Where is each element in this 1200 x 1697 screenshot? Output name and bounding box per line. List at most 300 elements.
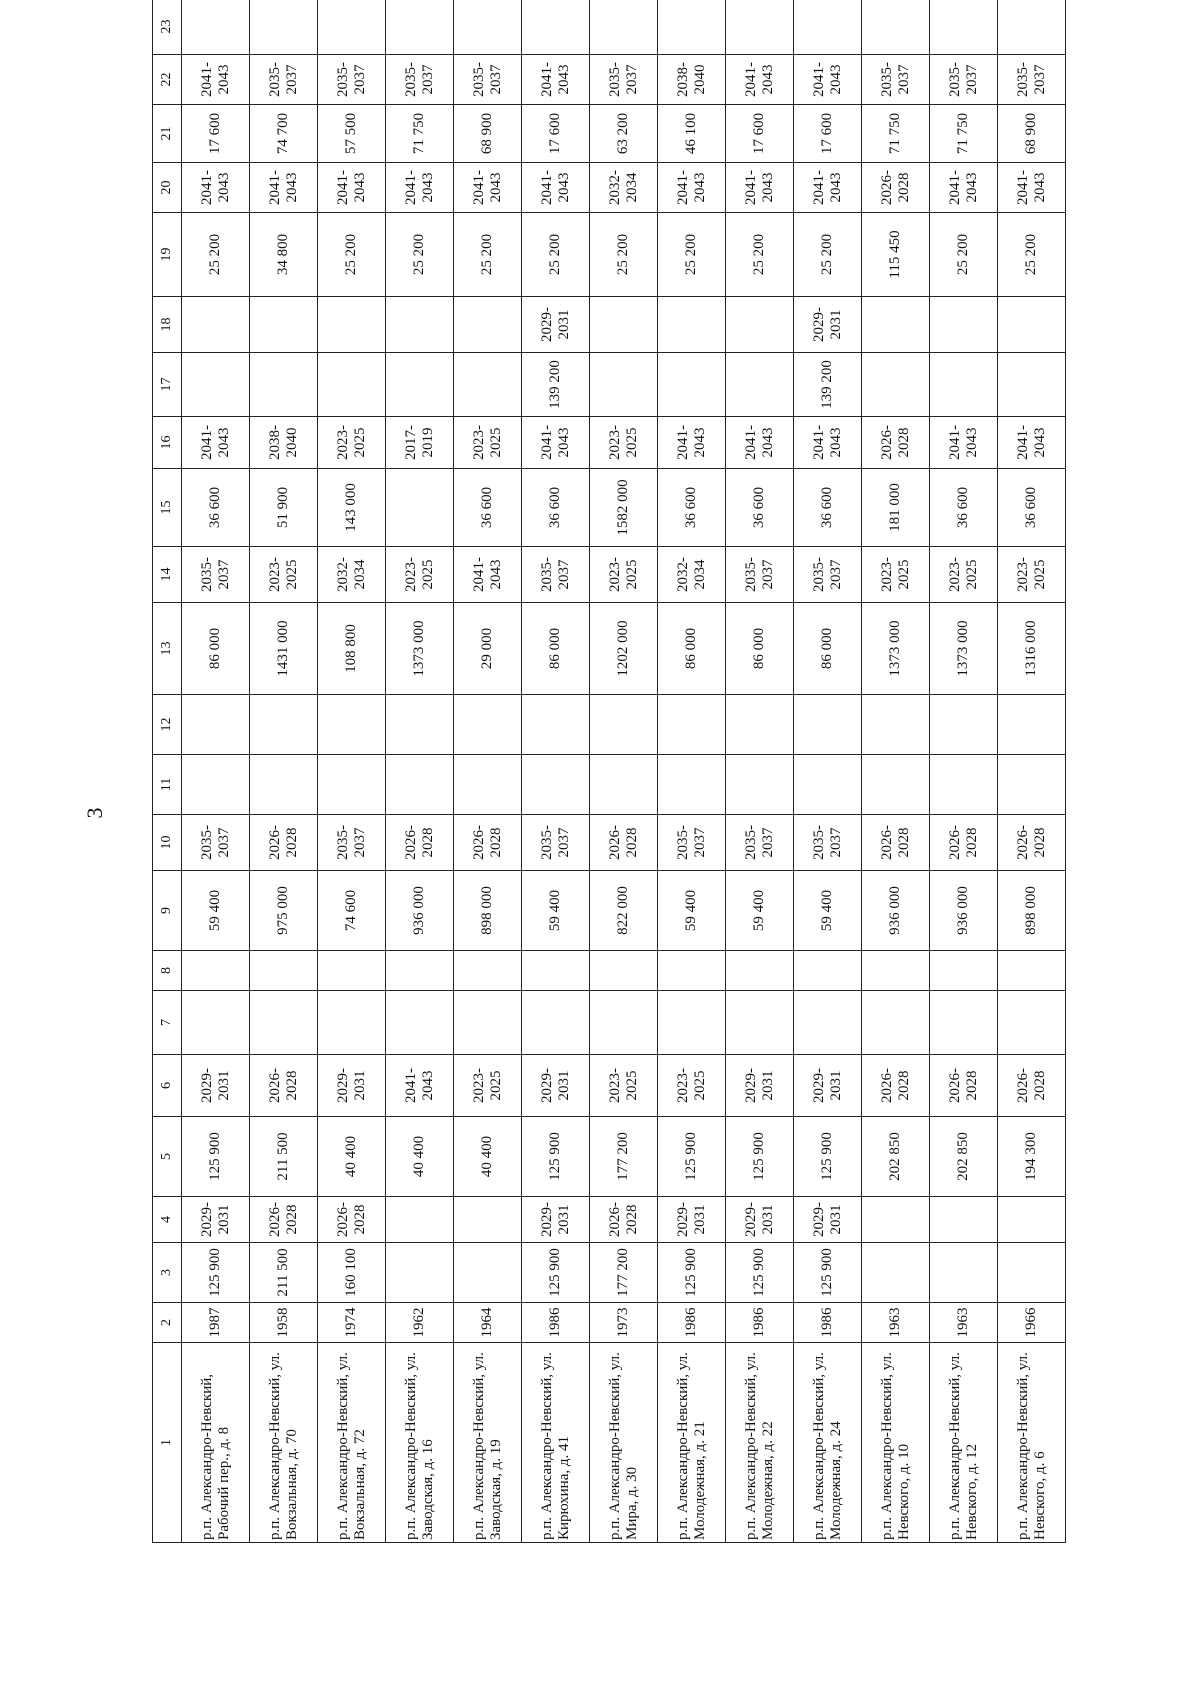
table-cell: 68 900	[454, 105, 522, 163]
table-cell: 2041-2043	[522, 55, 590, 105]
table-cell: 125 900	[726, 1243, 794, 1303]
table-cell: 2026-2028	[998, 815, 1066, 871]
table-cell: 2023-2025	[454, 417, 522, 469]
table-cell	[182, 0, 250, 55]
table-cell: 2035-2037	[726, 815, 794, 871]
table-cell	[386, 991, 454, 1055]
table-cell: 936 000	[862, 871, 930, 951]
table-cell	[862, 1197, 930, 1243]
table-cell: 2035-2037	[590, 55, 658, 105]
column-header: 7	[153, 991, 182, 1055]
table-cell	[862, 951, 930, 991]
table-cell: 59 400	[794, 871, 862, 951]
table-cell: 2041-2043	[998, 163, 1066, 213]
table-cell: 86 000	[522, 603, 590, 695]
table-cell: 2026-2028	[590, 815, 658, 871]
table-cell: 1431 000	[250, 603, 318, 695]
table-cell: 25 200	[726, 213, 794, 297]
table-cell	[726, 353, 794, 417]
table-cell: 2035-2037	[862, 55, 930, 105]
table-cell: 139 200	[794, 353, 862, 417]
table-cell: 936 000	[930, 871, 998, 951]
table-cell	[182, 951, 250, 991]
table-cell: 1958	[250, 1303, 318, 1343]
table-cell	[454, 755, 522, 815]
table-cell: 202 850	[930, 1117, 998, 1197]
table-cell: 115 450	[862, 213, 930, 297]
table-cell: 125 900	[522, 1117, 590, 1197]
table-cell: 17 600	[794, 105, 862, 163]
table-cell: 2041-2043	[930, 163, 998, 213]
table-cell: 2035-2037	[318, 55, 386, 105]
table-cell	[862, 0, 930, 55]
table-cell: 2023-2025	[250, 547, 318, 603]
table-cell: 74 600	[318, 871, 386, 951]
table-cell	[726, 297, 794, 353]
table-cell	[998, 353, 1066, 417]
table-cell	[794, 991, 862, 1055]
table-cell: 2041-2043	[794, 163, 862, 213]
table-cell: 2041-2043	[454, 547, 522, 603]
table-cell: 177 200	[590, 1117, 658, 1197]
table-cell	[386, 469, 454, 547]
column-header: 18	[153, 297, 182, 353]
table-cell: 125 900	[658, 1117, 726, 1197]
column-header: 16	[153, 417, 182, 469]
table-cell	[522, 755, 590, 815]
table-cell	[250, 951, 318, 991]
table-cell	[998, 1243, 1066, 1303]
table-cell	[454, 297, 522, 353]
table-cell: 211 500	[250, 1117, 318, 1197]
table-cell: 1986	[794, 1303, 862, 1343]
table-cell: 25 200	[590, 213, 658, 297]
table-cell	[862, 695, 930, 755]
table-cell: 71 750	[930, 105, 998, 163]
table-cell: 2041-2043	[658, 163, 726, 213]
table-cell	[930, 0, 998, 55]
table-cell: 2041-2043	[726, 163, 794, 213]
table-cell	[590, 0, 658, 55]
table-cell: 2029-2031	[794, 297, 862, 353]
table-cell: 2041-2043	[182, 55, 250, 105]
table-cell: 1202 000	[590, 603, 658, 695]
table-cell: 2026-2028	[930, 815, 998, 871]
table-cell: 1373 000	[862, 603, 930, 695]
table-cell: 40 400	[454, 1117, 522, 1197]
table-cell: 160 100	[318, 1243, 386, 1303]
table-cell: 822 000	[590, 871, 658, 951]
table-cell: 1316 000	[998, 603, 1066, 695]
table-cell: 2026-2028	[862, 1055, 930, 1117]
table-cell	[794, 755, 862, 815]
table-row	[386, 0, 454, 1543]
table-cell	[318, 353, 386, 417]
address-cell: р.п. Александро-Невский, ул. Кирюхина, д. 41	[522, 1343, 590, 1543]
table-cell	[998, 1197, 1066, 1243]
table-cell: 25 200	[318, 213, 386, 297]
table-cell	[590, 297, 658, 353]
table-cell: 2035-2037	[522, 547, 590, 603]
table-cell: 125 900	[794, 1117, 862, 1197]
table-cell: 2029-2031	[726, 1197, 794, 1243]
column-header: 14	[153, 547, 182, 603]
table-cell: 125 900	[522, 1243, 590, 1303]
table-cell: 2026-2028	[590, 1197, 658, 1243]
table-cell	[182, 297, 250, 353]
table-cell	[998, 951, 1066, 991]
table-cell	[318, 755, 386, 815]
table-cell	[454, 991, 522, 1055]
table-cell	[726, 695, 794, 755]
column-header: 4	[153, 1197, 182, 1243]
table-cell	[250, 755, 318, 815]
table-cell: 59 400	[658, 871, 726, 951]
table-cell: 2035-2037	[522, 815, 590, 871]
table-cell	[454, 695, 522, 755]
table-cell: 2041-2043	[658, 417, 726, 469]
table-cell	[386, 1243, 454, 1303]
table-cell	[250, 695, 318, 755]
table-cell	[250, 0, 318, 55]
column-header: 1	[153, 1343, 182, 1543]
table-cell: 36 600	[658, 469, 726, 547]
table-cell: 898 000	[998, 871, 1066, 951]
table-cell: 25 200	[386, 213, 454, 297]
table-cell: 2041-2043	[386, 163, 454, 213]
table-row	[998, 0, 1066, 1543]
table-cell: 2023-2025	[590, 417, 658, 469]
table-cell: 25 200	[454, 213, 522, 297]
header-row	[153, 0, 182, 1543]
table-cell: 1963	[930, 1303, 998, 1343]
table-cell: 125 900	[658, 1243, 726, 1303]
table-cell: 25 200	[794, 213, 862, 297]
table-cell: 25 200	[182, 213, 250, 297]
column-header: 9	[153, 871, 182, 951]
table-row	[930, 0, 998, 1543]
table-cell: 86 000	[182, 603, 250, 695]
table-cell: 177 200	[590, 1243, 658, 1303]
table-cell	[590, 991, 658, 1055]
table-cell: 108 800	[318, 603, 386, 695]
table-cell	[930, 1243, 998, 1303]
table-cell: 2023-2025	[930, 547, 998, 603]
table-cell	[726, 755, 794, 815]
table-cell: 1964	[454, 1303, 522, 1343]
table-cell: 2035-2037	[454, 55, 522, 105]
table-cell: 2035-2037	[794, 815, 862, 871]
table-cell: 68 900	[998, 105, 1066, 163]
table-cell: 2035-2037	[386, 55, 454, 105]
table-cell: 2026-2028	[386, 815, 454, 871]
table-cell: 2017-2019	[386, 417, 454, 469]
table-cell: 40 400	[386, 1117, 454, 1197]
column-header: 6	[153, 1055, 182, 1117]
table-cell: 36 600	[930, 469, 998, 547]
table-row	[522, 0, 590, 1543]
table-cell	[590, 951, 658, 991]
table-cell: 63 200	[590, 105, 658, 163]
table-cell: 2026-2028	[250, 1197, 318, 1243]
table-cell: 36 600	[454, 469, 522, 547]
table-cell: 59 400	[522, 871, 590, 951]
table-cell	[522, 695, 590, 755]
table-cell: 1986	[658, 1303, 726, 1343]
table-cell: 1962	[386, 1303, 454, 1343]
address-cell: р.п. Александро-Невский, ул. Мира, д. 30	[590, 1343, 658, 1543]
table-cell: 898 000	[454, 871, 522, 951]
table-cell	[862, 353, 930, 417]
table-cell	[794, 951, 862, 991]
column-header: 15	[153, 469, 182, 547]
table-cell	[658, 951, 726, 991]
table-cell: 2041-2043	[454, 163, 522, 213]
table-cell: 25 200	[930, 213, 998, 297]
table-cell	[658, 755, 726, 815]
table-cell: 143 000	[318, 469, 386, 547]
table-cell: 2029-2031	[794, 1055, 862, 1117]
table-cell: 40 400	[318, 1117, 386, 1197]
column-header: 8	[153, 951, 182, 991]
table-cell	[658, 0, 726, 55]
address-cell: р.п. Александро-Невский, Рабочий пер., д. 8	[182, 1343, 250, 1543]
table-cell	[998, 991, 1066, 1055]
address-cell: р.п. Александро-Невский, ул. Заводская, д. 16	[386, 1343, 454, 1543]
table-cell: 2035-2037	[658, 815, 726, 871]
table-cell: 202 850	[862, 1117, 930, 1197]
table-cell: 2026-2028	[318, 1197, 386, 1243]
table-cell	[930, 991, 998, 1055]
table-cell	[318, 695, 386, 755]
table-cell: 17 600	[182, 105, 250, 163]
repair-schedule-table	[152, 0, 1066, 1543]
table-cell: 74 700	[250, 105, 318, 163]
table-cell: 2035-2037	[182, 815, 250, 871]
table-row	[862, 0, 930, 1543]
table-cell: 25 200	[658, 213, 726, 297]
table-cell: 71 750	[386, 105, 454, 163]
column-header: 21	[153, 105, 182, 163]
table-row	[454, 0, 522, 1543]
table-cell: 2023-2025	[386, 547, 454, 603]
table-cell: 86 000	[658, 603, 726, 695]
table-cell: 2029-2031	[318, 1055, 386, 1117]
table-cell: 34 800	[250, 213, 318, 297]
table-cell	[318, 0, 386, 55]
table-cell	[726, 991, 794, 1055]
table-cell	[182, 755, 250, 815]
table-cell	[386, 297, 454, 353]
table-cell: 2026-2028	[998, 1055, 1066, 1117]
table-cell	[590, 755, 658, 815]
table-cell: 194 300	[998, 1117, 1066, 1197]
table-cell	[726, 0, 794, 55]
table-cell: 2038-2040	[250, 417, 318, 469]
column-header: 11	[153, 755, 182, 815]
table-cell	[930, 1197, 998, 1243]
table-cell: 2041-2043	[998, 417, 1066, 469]
table-cell: 29 000	[454, 603, 522, 695]
table-cell	[386, 755, 454, 815]
table-cell	[250, 297, 318, 353]
table-cell: 2029-2031	[726, 1055, 794, 1117]
table-cell: 57 500	[318, 105, 386, 163]
table-cell	[182, 991, 250, 1055]
table-cell: 2029-2031	[658, 1197, 726, 1243]
address-cell: р.п. Александро-Невский, ул. Молодежная, д. 22	[726, 1343, 794, 1543]
address-cell: р.п. Александро-Невский, ул. Невского, д. 6	[998, 1343, 1066, 1543]
table-cell	[930, 297, 998, 353]
table-row	[318, 0, 386, 1543]
table-cell: 2038-2040	[658, 55, 726, 105]
table-cell	[318, 297, 386, 353]
address-cell: р.п. Александро-Невский, ул. Заводская, д. 19	[454, 1343, 522, 1543]
table-cell	[998, 695, 1066, 755]
page-number: 3	[82, 807, 107, 819]
table-cell	[522, 0, 590, 55]
table-cell: 2029-2031	[522, 297, 590, 353]
table-cell: 25 200	[522, 213, 590, 297]
table-cell: 59 400	[726, 871, 794, 951]
table-cell: 975 000	[250, 871, 318, 951]
table-cell: 59 400	[182, 871, 250, 951]
table-cell: 2041-2043	[930, 417, 998, 469]
table-cell: 1986	[726, 1303, 794, 1343]
table-cell: 1987	[182, 1303, 250, 1343]
table-cell	[862, 1243, 930, 1303]
table-cell: 17 600	[522, 105, 590, 163]
table-cell: 2041-2043	[522, 163, 590, 213]
table-cell: 36 600	[726, 469, 794, 547]
column-header: 22	[153, 55, 182, 105]
table-cell: 2026-2028	[250, 1055, 318, 1117]
table-cell: 125 900	[726, 1117, 794, 1197]
table-cell: 2035-2037	[318, 815, 386, 871]
column-header: 17	[153, 353, 182, 417]
table-row	[250, 0, 318, 1543]
table-cell: 2035-2037	[998, 55, 1066, 105]
column-header: 5	[153, 1117, 182, 1197]
table-cell	[454, 0, 522, 55]
table-cell	[930, 755, 998, 815]
table-cell: 125 900	[182, 1243, 250, 1303]
table-cell: 36 600	[794, 469, 862, 547]
table-cell: 2029-2031	[182, 1197, 250, 1243]
table-cell: 2026-2028	[454, 815, 522, 871]
table-cell	[862, 991, 930, 1055]
rotated-table-wrapper	[152, 19, 1061, 1543]
column-header: 10	[153, 815, 182, 871]
table-cell	[454, 1243, 522, 1303]
table-cell	[386, 0, 454, 55]
table-cell: 2023-2025	[862, 547, 930, 603]
table-cell	[386, 353, 454, 417]
table-cell: 139 200	[522, 353, 590, 417]
table-cell	[250, 991, 318, 1055]
column-header: 19	[153, 213, 182, 297]
table-cell: 1582 000	[590, 469, 658, 547]
table-cell: 2026-2028	[250, 815, 318, 871]
table-cell: 125 900	[182, 1117, 250, 1197]
table-cell	[658, 297, 726, 353]
table-cell: 2035-2037	[930, 55, 998, 105]
table-cell: 2023-2025	[998, 547, 1066, 603]
table-row	[794, 0, 862, 1543]
table-body	[182, 0, 1066, 1543]
column-header: 3	[153, 1243, 182, 1303]
table-cell	[522, 991, 590, 1055]
table-cell	[590, 353, 658, 417]
table-cell: 36 600	[998, 469, 1066, 547]
table-cell: 2023-2025	[318, 417, 386, 469]
table-cell: 181 000	[862, 469, 930, 547]
table-cell: 71 750	[862, 105, 930, 163]
table-row	[182, 0, 250, 1543]
address-cell: р.п. Александро-Невский, ул. Невского, д. 12	[930, 1343, 998, 1543]
table-cell: 2026-2028	[930, 1055, 998, 1117]
table-cell	[930, 951, 998, 991]
table-cell: 2029-2031	[182, 1055, 250, 1117]
table-cell: 17 600	[726, 105, 794, 163]
table-cell	[726, 951, 794, 991]
table-cell: 2029-2031	[522, 1055, 590, 1117]
table-cell: 2023-2025	[590, 1055, 658, 1117]
table-cell: 2032-2034	[658, 547, 726, 603]
table-cell: 2041-2043	[318, 163, 386, 213]
table-cell	[930, 695, 998, 755]
table-cell	[250, 353, 318, 417]
column-header: 20	[153, 163, 182, 213]
table-cell: 1966	[998, 1303, 1066, 1343]
address-cell: р.п. Александро-Невский, ул. Вокзальная, д. 70	[250, 1343, 318, 1543]
column-header: 23	[153, 0, 182, 55]
table-cell: 125 900	[794, 1243, 862, 1303]
table-cell	[318, 991, 386, 1055]
table-cell: 25 200	[998, 213, 1066, 297]
table-cell	[862, 297, 930, 353]
table-cell: 2041-2043	[794, 417, 862, 469]
table-cell: 2035-2037	[182, 547, 250, 603]
table-cell	[590, 695, 658, 755]
table-cell: 1973	[590, 1303, 658, 1343]
table-row	[726, 0, 794, 1543]
table-cell: 2041-2043	[522, 417, 590, 469]
table-cell: 2032-2034	[318, 547, 386, 603]
table-cell	[794, 695, 862, 755]
table-cell: 1373 000	[386, 603, 454, 695]
table-cell	[182, 695, 250, 755]
address-cell: р.п. Александро-Невский, ул. Вокзальная, д. 72	[318, 1343, 386, 1543]
table-cell: 1986	[522, 1303, 590, 1343]
table-cell	[998, 297, 1066, 353]
table-cell: 2041-2043	[386, 1055, 454, 1117]
table-cell	[998, 0, 1066, 55]
table-cell: 86 000	[794, 603, 862, 695]
table-cell	[658, 991, 726, 1055]
table-cell: 2041-2043	[726, 417, 794, 469]
table-cell	[658, 695, 726, 755]
table-cell	[454, 1197, 522, 1243]
table-cell: 1373 000	[930, 603, 998, 695]
table-cell: 2029-2031	[522, 1197, 590, 1243]
address-cell: р.п. Александро-Невский, ул. Молодежная, д. 24	[794, 1343, 862, 1543]
column-header: 2	[153, 1303, 182, 1343]
table-cell: 2026-2028	[862, 417, 930, 469]
table-cell: 2041-2043	[182, 417, 250, 469]
table-cell: 2041-2043	[726, 55, 794, 105]
column-header: 12	[153, 695, 182, 755]
